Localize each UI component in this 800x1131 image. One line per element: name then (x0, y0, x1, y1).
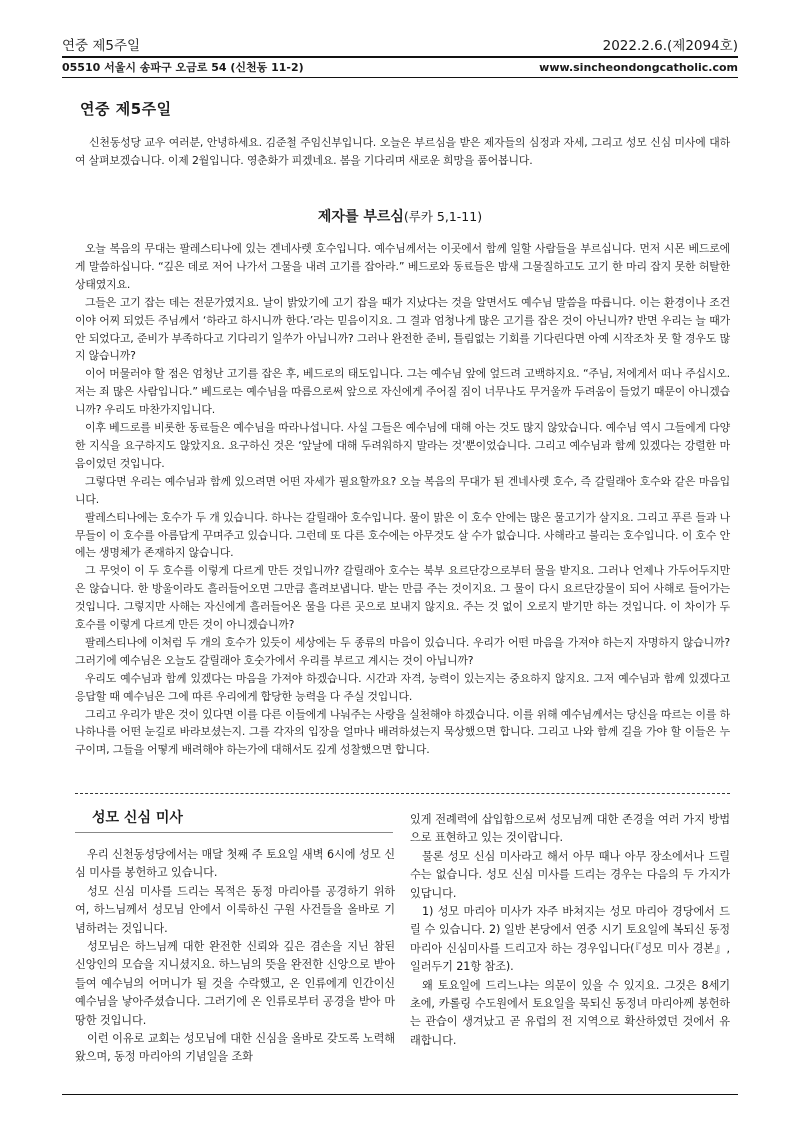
section-title: 연중 제5주일 (80, 100, 172, 118)
homily-paragraph: 그 무엇이 이 두 호수를 이렇게 다르게 만든 것입니까? 갈릴래아 호수는 북부 요르단강으로부터 물을 받지요. 그러나 언제나 가두어두지만은 않습니다. 한 방울이라도 흘러들어오면 그만큼 흘려보냅니다. 받는 만큼 주는 것이지요. 그 물이 다시 요르단강물이 되어 사해로 들어가는 것입니다. 그렇지만 사해는 자신에게 흘러들어온 물을 다른 곳으로 보내지 않지요. 주는 것 없이 오로지 받기만 하는 것입니다. 이 차이가 두 호수를 이렇게 다르게 만든 것이 아니겠습니까? (75, 564, 730, 632)
homily-paragraph: 이어 머물러야 할 점은 엄청난 고기를 잡은 후, 베드로의 태도입니다. 그는 예수님 앞에 엎드려 고백하지요. “주님, 저에게서 떠나 주십시오. 저는 죄 많은 사람입니다.” 베드로는 예수님을 따름으로써 앞으로 자신에게 주어질 짐이 너무나도 무거울까 두려움이 들었기 때문이 아니겠습니까? 우리도 마찬가지입니다. (75, 367, 730, 417)
mass-section-title: 성모 신심 미사 (92, 810, 183, 826)
homily-paragraph: 이후 베드로를 비롯한 동료들은 예수님을 따라나섭니다. 사실 그들은 예수님에 대해 아는 것도 많지 않았습니다. 예수님 역시 그들에게 다양한 지식을 요구하지도 않았지요. 요구하신 것은 ‘앞날에 대해 두려워하지 말라는 것’뿐이었습니다. 그리고 예수님과 함께 있겠다는 강렬한 마음이었던 것입니다. (75, 421, 730, 470)
homily-paragraph: 그렇다면 우리는 예수님과 함께 있으려면 어떤 자세가 필요할까요? 오늘 복음의 무대가 된 겐네사렛 호수, 즉 갈릴래아 호수와 같은 마음입니다. (75, 474, 730, 506)
homily-paragraph: 오늘 복음의 무대는 팔레스티나에 있는 겐네사렛 호수입니다. 예수님께서는 이곳에서 함께 일할 사람들을 부르십니다. 먼저 시몬 베드로에게 말씀하십니다. “깊은 데로 저어 나가서 그물을 내려 고기를 잡아라.” 베드로와 동료들은 밤새 그물질하고도 고기 한 마리 잡지 못한 허탈한 상태였지요. (75, 242, 730, 291)
mass-paragraph: 물론 성모 신심 미사라고 해서 아무 때나 아무 장소에서나 드릴 수는 없습니다. 성모 신심 미사를 드리는 경우는 다음의 두 가지가 있답니다. (410, 849, 730, 900)
homily-body (75, 240, 730, 759)
mass-left-column (75, 846, 395, 1067)
mass-paragraph: 성모 신심 미사를 드리는 목적은 동정 마리아를 공경하기 위하여, 하느님께서 성모님 안에서 이룩하신 구원 사건들을 올바로 기념하려는 것입니다. (75, 884, 395, 935)
dashed-divider (75, 793, 730, 794)
intro-paragraph: 신천동성당 교우 여러분, 안녕하세요. 김준철 주임신부입니다. 오늘은 부르심을 받은 제자들의 심정과 자세, 그리고 성모 신심 미사에 대하여 살펴보겠습니다. 이제 2월입니다. 영춘화가 피겠네요. 봄을 기다리며 새로운 희망을 품어봅니다. (75, 136, 730, 167)
mass-paragraph: 성모님은 하느님께 대한 완전한 신뢰와 깊은 겸손을 지닌 참된 신앙인의 모습을 지니셨지요. 하느님의 뜻을 완전한 신앙으로 받아들여 예수님의 어머니가 될 것을 수락했고, 온 인류에게 인간이신 예수님을 낳아주셨습니다. 그러기에 온 인류로부터 공경을 받아 마땅한 것입니다. (75, 940, 395, 1027)
mass-right-column (410, 811, 730, 1050)
mass-paragraph: 우리 신천동성당에서는 매달 첫째 주 토요일 새벽 6시에 성모 신심 미사를 봉헌하고 있습니다. (75, 848, 395, 880)
mass-paragraph: 이런 이유로 교회는 성모님에 대한 신심을 올바로 갖도록 노력해 왔으며, 동정 마리아의 기념일을 조화 (75, 1032, 395, 1064)
masthead (62, 30, 738, 58)
mass-paragraph: 있게 전례력에 삽입함으로써 성모님께 대한 존경을 여러 가지 방법으로 표현하고 있는 것이랍니다. (410, 813, 730, 845)
address-bar (62, 57, 738, 78)
homily-paragraph: 팔레스티나에는 호수가 두 개 있습니다. 하나는 갈릴래아 호수입니다. 물이 맑은 이 호수 안에는 많은 물고기가 살지요. 그리고 푸른 들과 나무들이 이 호수를 아름답게 꾸며주고 있습니다. 그런데 또 다른 호수에는 아무것도 살 수가 없습니다. 사해라고 불리는 호수입니다. 이 호수 안에는 생명체가 존재하지 않습니다. (75, 510, 730, 560)
masthead-title: 연중 제5주일 (62, 38, 141, 54)
parish-address: 05510 서울시 송파구 오금로 54 (신천동 11-2) (62, 61, 304, 74)
footer-rule (62, 1094, 738, 1095)
homily-paragraph: 우리도 예수님과 함께 있겠다는 마음을 가져야 하겠습니다. 시간과 자격, 능력이 있는지는 중요하지 않지요. 그저 예수님과 함께 있겠다고 응답할 때 예수님은 그에 따른 우리에게 합당한 능력을 다 주실 것입니다. (75, 671, 730, 703)
homily-title-text: 제자를 부르심 (317, 209, 404, 225)
homily-reference: (루카 5,1-11) (403, 209, 483, 224)
mass-title-underline (75, 832, 393, 833)
intro-block (75, 134, 730, 170)
mass-paragraph: 1) 성모 마리아 미사가 자주 바쳐지는 성모 마리아 경당에서 드릴 수 있습니다. 2) 일반 본당에서 연중 시기 토요일에 복되신 동정 마리아 신심미사를 드리고자 하는 경우입니다(『성모 미사 경본』, 일러두기 21항 참조). (410, 905, 730, 974)
homily-paragraph: 그리고 우리가 받은 것이 있다면 이를 다른 이들에게 나눠주는 사랑을 실천해야 하겠습니다. 이를 위해 예수님께서는 당신을 따르는 이를 하나하나를 어떤 눈길로 바라보셨는지. 그를 각자의 입장을 얼마나 배려하셨는지 묵상했으면 합니다. 그리고 나와 함께 길을 가야 할 이들은 누구이며, 그들을 어떻게 배려해야 하는가에 대해서도 깊게 성찰했으면 합니다. (75, 707, 730, 757)
issue-date: 2022.2.6.(제2094호) (602, 38, 738, 54)
website-link[interactable]: www.sincheondongcatholic.com (539, 60, 738, 74)
homily-paragraph: 그들은 고기 잡는 데는 전문가였지요. 날이 밝았기에 고기 잡을 때가 지났다는 것을 알면서도 예수님 말씀을 따릅니다. 이는 환경이나 조건이야 어찌 되었든 주님께서 ‘하라고 하시니까 한다.’라는 믿음이지요. 그 결과 엄청나게 많은 고기를 잡은 것이 아닌니까? 반면 우리는 늘 때가 안 되었다고, 준비가 부족하다고 기다리기 일쑤가 아닙니까? 그러나 완전한 준비, 틀림없는 기회를 기다린다면 아예 시작조차 못 할 경우도 많지 않습니까? (75, 295, 730, 363)
homily-title (0, 206, 800, 226)
mass-paragraph: 왜 토요일에 드리느냐는 의문이 있을 수 있지요. 그것은 8세기 초에, 카롤링 수도원에서 토요일을 묵되신 동정녀 마리아께 봉헌하는 관습이 생겨났고 곧 유럽의 전 지역으로 확산하였던 것에서 유래합니다. (410, 978, 730, 1047)
homily-paragraph: 팔레스티나에 이처럼 두 개의 호수가 있듯이 세상에는 두 종류의 마음이 있습니다. 우리가 어떤 마음을 가져야 하는지 자명하지 않습니까? 그러기에 예수님은 오늘도 갈릴래아 호숫가에서 우리를 부르고 계시는 것이 아닙니까? (75, 635, 730, 667)
